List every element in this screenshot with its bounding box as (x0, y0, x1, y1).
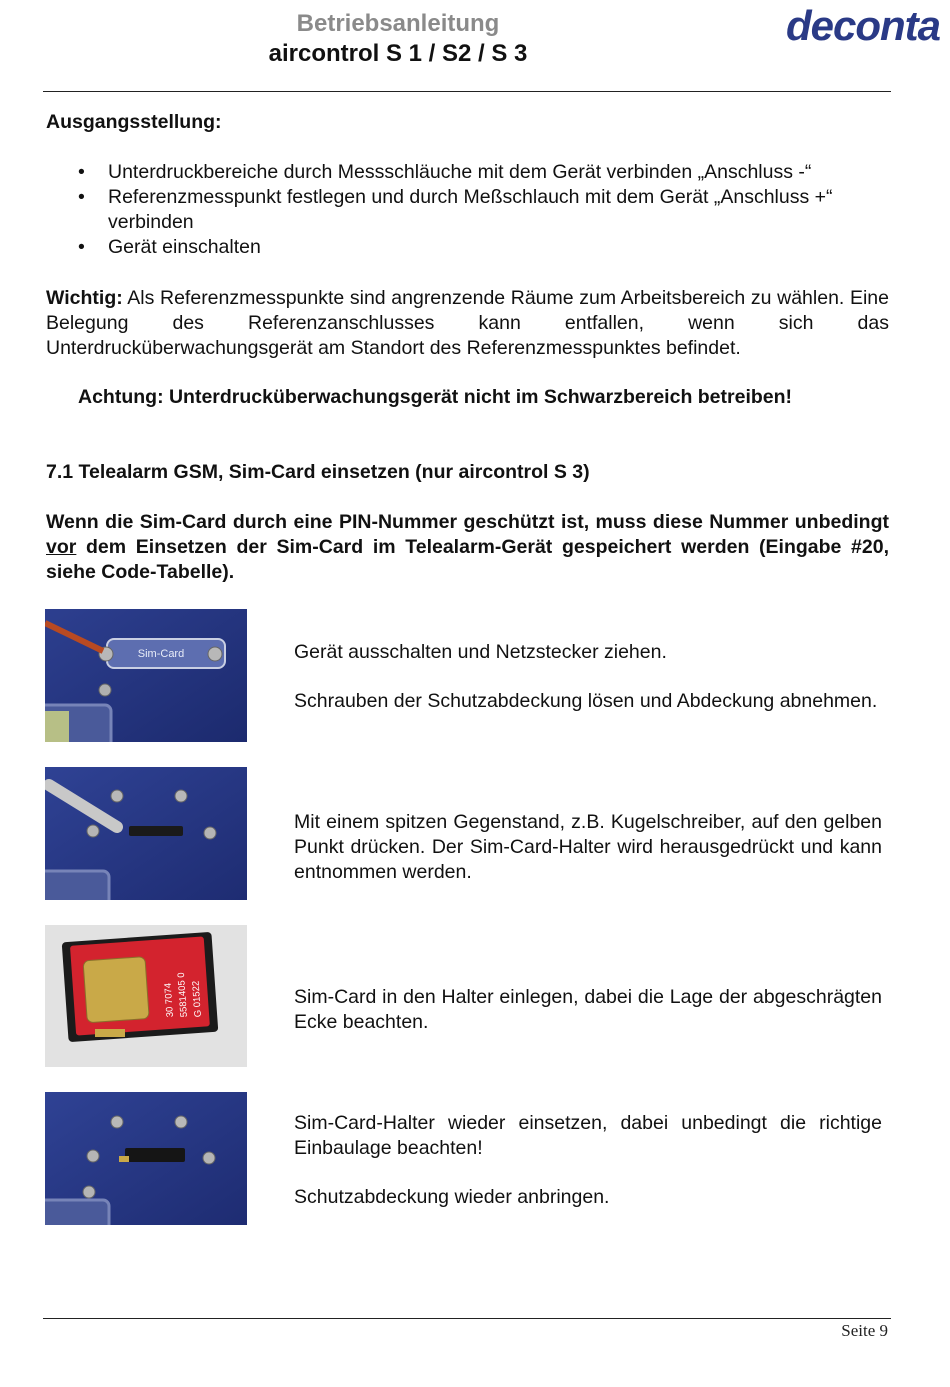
step-4-line-1: Sim-Card-Halter wieder einsetzen, dabei unbedingt die richtige Einbaulage beachten! (294, 1112, 882, 1159)
pin-note-underlined: vor (46, 536, 77, 558)
step-2-text (294, 810, 882, 885)
list-item: • Unterdruckbereiche durch Messschläuche mit dem Gerät verbinden „Anschluss -“ (46, 160, 889, 185)
photo-holder-reinserted (45, 1092, 247, 1225)
document-title: aircontrol S 1 / S2 / S 3 (268, 40, 528, 67)
header-rule (43, 91, 891, 92)
step-1-line-2: Schrauben der Schutzabdeckung lösen und Abdeckung abnehmen. (294, 690, 878, 712)
step-4-text (294, 1111, 882, 1210)
photo-eject-holder (45, 767, 247, 900)
warning-text: Achtung: Unterdrucküberwachungsgerät nicht im Schwarzbereich betreiben! (78, 386, 793, 408)
important-label: Wichtig: (46, 287, 123, 309)
start-position-list (46, 160, 889, 260)
list-item: • Referenzmesspunkt festlegen und durch Meßschlauch mit dem Gerät „Anschluss +“ verbinden (46, 185, 889, 235)
card-print-line-1: 30 7074 (162, 982, 176, 1018)
deconta-logo: deconta (785, 2, 940, 49)
step-1-line-1: Gerät ausschalten und Netzstecker ziehen. (294, 641, 667, 663)
important-note (46, 286, 889, 361)
important-text: Als Referenzmesspunkte sind angrenzende Räume zum Arbeitsbereich zu wählen. Eine Belegung des Referenzanschlusses kann entfallen, wenn sich das Unterdrucküberwachungsgerät am Standort des Referenzmesspunktes befindet. (46, 287, 889, 359)
pin-note-text: Wenn die Sim-Card durch eine PIN-Nummer geschützt ist, muss diese Nummer unbedingt (46, 511, 889, 533)
pin-note (46, 510, 889, 585)
step-3-text (294, 985, 882, 1035)
step-1-text (294, 640, 882, 714)
list-item: • Gerät einschalten (46, 235, 889, 260)
card-print-line-3: G 01522 (190, 980, 204, 1018)
photo-sim-card-label: Sim-Card (137, 648, 185, 660)
section-heading: 7.1 Telealarm GSM, Sim-Card einsetzen (nur aircontrol S 3) (46, 461, 590, 483)
card-print-line-2: 5581405 0 (175, 971, 190, 1018)
start-position-heading: Ausgangsstellung: (46, 111, 222, 133)
document-subtitle: Betriebsanleitung (296, 10, 500, 37)
step-2-line-1: Mit einem spitzen Gegenstand, z.B. Kugelschreiber, auf den gelben Punkt drücken. Der Sim-Card-Halter wird herausgedrückt und kann entnommen werden. (294, 811, 882, 883)
footer-rule (43, 1318, 891, 1319)
page-number: Seite 9 (841, 1321, 888, 1340)
step-3-line-1: Sim-Card in den Halter einlegen, dabei die Lage der abgeschrägten Ecke beachten. (294, 986, 882, 1033)
pin-note-text-end: dem Einsetzen der Sim-Card im Telealarm-Gerät gespeichert werden (Eingabe #20, siehe Code-Tabelle). (46, 536, 889, 583)
photo-sim-card-holder (45, 925, 247, 1067)
photo-cover-screws (45, 609, 247, 742)
step-4-line-2: Schutzabdeckung wieder anbringen. (294, 1186, 610, 1208)
